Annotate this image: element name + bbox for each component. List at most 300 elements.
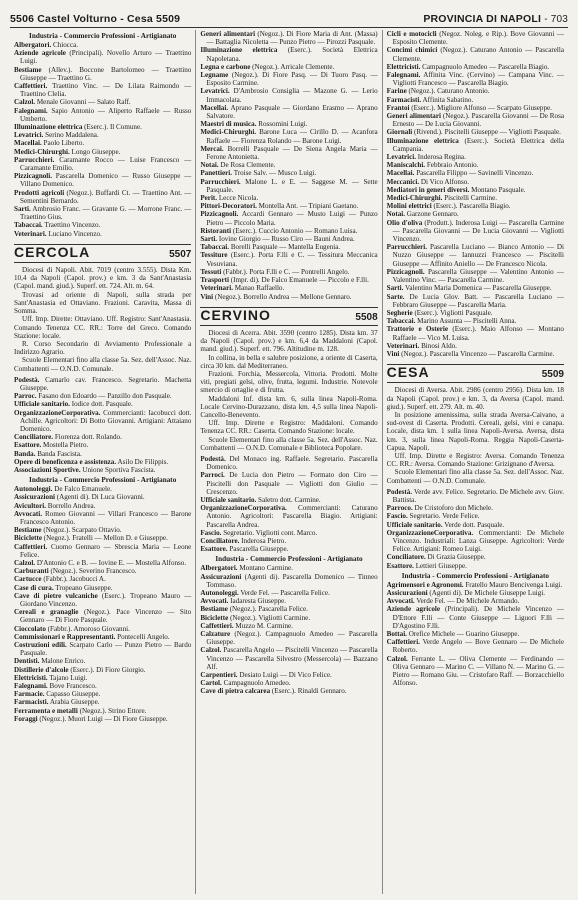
town-heading — [200, 307, 377, 326]
entry-names: (Negoz.). Pace Vincenzo — Sito Gennaro — Di Fiore Pasquale. — [20, 608, 192, 625]
directory-entry — [14, 221, 191, 229]
directory-entry — [200, 679, 377, 687]
directory-entry — [200, 293, 377, 301]
entry-category: Caffettieri. — [14, 82, 48, 91]
directory-entry — [200, 194, 377, 202]
entry-category: Assicurazioni — [200, 572, 242, 581]
directory-entry — [387, 581, 564, 589]
entry-names: (Negoz.). Di Fiore Pasq. — Di Tuoro Pasq. — Esposito Carmine. — [206, 71, 378, 88]
entry-names: Campagnuolo Amedeo — Pascarella Biagio. — [420, 62, 550, 71]
entry-names: Verde dott. Pasquale. — [442, 520, 505, 529]
entry-category: Ferramenta e metalli — [14, 706, 78, 715]
directory-entry — [200, 630, 377, 646]
entry-category: Esattore. — [14, 441, 42, 450]
directory-entry — [387, 488, 564, 504]
directory-entry — [200, 63, 377, 71]
directory-entry — [200, 169, 377, 177]
entry-names: (Eserc.). Società Elettrica della Campania. — [392, 136, 564, 153]
entry-category: Fascio. — [386, 512, 408, 521]
entry-names: Binosi Aldo. — [419, 341, 457, 350]
entry-category: Cartol. — [200, 679, 222, 688]
entry-names: Troise Salv. — Musco Luigi. — [232, 169, 317, 178]
directory-entry — [200, 30, 377, 46]
entry-category: Meccanici. — [386, 177, 420, 186]
entry-names: (Negoz.). Borrello Andrea — Mellone Gennaro. — [213, 292, 352, 301]
directory-entry — [14, 156, 191, 172]
entry-names: (Negoz.). Pascarella Giovanni — De Rosa Ernesto — De Lucia Giovanni. — [392, 112, 564, 129]
entry-category: Calzol. — [14, 558, 36, 567]
entry-category: Pizzicagnoli. — [386, 267, 425, 276]
entry-category: Carburanti — [14, 567, 49, 576]
directory-entry — [387, 96, 564, 104]
entry-category: Maniscalchi. — [386, 161, 426, 170]
entry-names: Garzone Gennaro. — [404, 210, 459, 219]
entry-names: (Eserc.). Porta F.lli e C. — Tessitura Meccanica Vesuviana. — [206, 251, 378, 268]
entry-category: Olio d'oliva — [386, 218, 423, 227]
entry-category: Caffettieri. — [386, 638, 420, 647]
entry-names: (Agenti di). De Michele Giuseppe Luigi. — [427, 589, 546, 597]
entry-category: Podestà. — [14, 375, 40, 384]
entry-category: Cereali e granaglie — [14, 608, 79, 617]
entry-names: Aprano Pasquale — Giordano Erasmo — Aprano Salvatore. — [206, 103, 378, 121]
entry-category: Assicurazioni — [386, 589, 428, 597]
entry-category: Vini — [386, 349, 400, 358]
entry-category: Falegnami. — [14, 682, 48, 691]
entry-names: Commercianti: De Michele Vincenzo. Industriali: Lanza Giuseppe. Agricoltori: Verde Felice. Artigiani: Romeo Luigi. — [392, 528, 564, 554]
entry-category: Notai. — [386, 210, 405, 219]
entry-category: Avvocati. — [386, 597, 415, 606]
entry-names: Febbraio Antonio. — [425, 161, 479, 170]
entry-category: Cave di pietre vulcaniche — [14, 591, 98, 600]
directory-entry — [387, 63, 564, 71]
entry-names: Pascarella Filippo — Savinelli Vincenzo. — [414, 169, 534, 178]
entry-names: (Allev.). Boccone Bartolomeo — Traettino Giuseppe — Traettino G. — [20, 65, 192, 82]
directory-entry — [200, 243, 377, 251]
directory-entry — [387, 169, 564, 177]
entry-category: OrganizzazioneCorporativa. — [14, 408, 101, 417]
entry-names: De Rosa Clemente. — [218, 161, 276, 170]
directory-entry — [387, 630, 564, 638]
entry-names: Traettino Vincenzo. — [42, 221, 101, 230]
entry-names: Montano Carmine. — [237, 564, 293, 573]
entry-category: Tabaccai. — [386, 317, 416, 326]
entry-category: Macellai. — [14, 139, 42, 148]
entry-category: Generi alimentari — [200, 30, 256, 38]
directory-entry — [387, 589, 564, 597]
entry-category: Autonoleggi. — [200, 589, 239, 597]
directory-entry — [387, 202, 564, 210]
directory-entry — [200, 71, 377, 87]
entry-category: Farmacisti. — [386, 95, 422, 104]
entry-names: De Lucia don Pietro — Formato don Ciro — Piscitelli don Pasquale — Vigliotti don Giulio — Crescenzo. — [206, 471, 378, 496]
entry-names: (Eserc.). Rinaldi Gennaro. — [270, 687, 347, 696]
directory-entry — [387, 504, 564, 512]
entry-names: Unione Sportiva Fascista. — [80, 465, 156, 474]
directory-entry — [200, 504, 377, 529]
entry-names: Cuomo Gennaro — Sbrescia Maria — Leone Felice. — [20, 542, 192, 559]
entry-names: Iadaresta Giuseppe. — [228, 597, 287, 606]
directory-entry — [14, 608, 191, 624]
entry-names: Barone Luca — Cirillo D. — Acanfora Raffaele — Fiorenza Rolando — Barone Luigi. — [206, 128, 378, 145]
directory-entry — [387, 342, 564, 350]
entry-category: Giornali — [386, 128, 413, 137]
entry-category: Tabaccai. — [14, 221, 43, 230]
entry-category: Fascio. — [200, 528, 222, 537]
entry-category: Pizzicagnoli. — [200, 210, 239, 219]
entry-names: Piscitelli Carmine. — [442, 194, 497, 203]
directory-entry — [387, 104, 564, 112]
directory-entry — [387, 553, 564, 561]
header-left: 5506 Castel Volturno - Cesa 5509 — [10, 13, 181, 25]
directory-entry — [14, 698, 191, 706]
entry-names: (Fabbr.). Jacobucci A. — [41, 575, 106, 584]
entry-names: Fasano don Edoardo — Panzillo don Pasquale. — [36, 392, 172, 401]
town-description: Scuole Elementari fino alla classe 5a. Sez. dell'Assoc. Naz. Combattenti — O.N.D. Comunale. — [14, 356, 192, 373]
entry-names: Marino Assunta — Piscitelli Anna. — [415, 317, 517, 326]
entry-names: Inderosa Regina. — [416, 153, 466, 162]
town-description: Trovasi ad oriente di Napoli, sulla strada per Sant'Anastasia ed Ottaviano. Frazioni. Caravita, Massa di Somma. — [14, 290, 192, 316]
directory-entry — [14, 510, 191, 526]
entry-category: Sarti. — [14, 205, 31, 214]
entry-names: Ferrante L. — Oliva Clemente — Ferdinando — Oliva Gennaro — Marino C. — Villano N. — Marino G. — Pietro — Romano Giu. — Cristofaro Raff. — Borzacchiello Alfonso. — [392, 654, 564, 688]
entry-category: Avvocati. — [200, 597, 229, 606]
entry-names: Longo Giuseppe. — [69, 147, 121, 156]
entry-category: Veterinari. — [14, 229, 47, 238]
entry-category: Mercai. — [200, 144, 224, 153]
directory-entry — [387, 194, 564, 202]
directory-entry — [14, 392, 191, 400]
entry-names: Tajano Luigi. — [47, 673, 88, 682]
entry-names: Iodice dott. Pasquale. — [69, 400, 133, 409]
directory-entry — [14, 123, 191, 131]
directory-entry — [200, 564, 377, 572]
entry-category: Conciliatore. — [200, 536, 240, 545]
entry-category: Trasporti — [200, 276, 229, 285]
entry-category: Falegnami. — [386, 71, 421, 80]
directory-entry — [14, 584, 191, 592]
entry-category: Podestà. — [386, 487, 413, 496]
entry-category: Aziende agricole — [14, 49, 66, 58]
entry-names: Inderosa Pietro. — [239, 536, 287, 545]
entry-category: Bestiame — [200, 605, 228, 614]
directory-entry — [14, 409, 191, 434]
directory-entry — [200, 268, 377, 276]
directory-entry — [387, 317, 564, 325]
directory-entry — [200, 597, 377, 605]
entry-category: Parroc. — [14, 392, 37, 401]
directory-entry — [14, 131, 191, 139]
entry-category: Albergatori. — [200, 564, 238, 573]
town-description: Scuole Elementari fino alla classe 5a. Sez. dell'Assoc. Naz. Combattenti — O.N.D. Comunale. — [386, 468, 564, 485]
directory-entry — [387, 521, 564, 529]
directory-entry — [14, 205, 191, 221]
entry-names: Pascarella Domenico — Russo Giuseppe — Villano Domenico. — [20, 172, 192, 189]
entry-names: Verde avv. Felice. Segretario. De Michele avv. Giov. Battista. — [392, 487, 564, 504]
entry-category: OrganizzazioneCorporativa. — [386, 528, 474, 537]
entry-category: Conciliatore. — [386, 553, 426, 562]
directory-entry — [14, 641, 191, 657]
entry-category: Agrimensori e Agronomi. — [386, 580, 464, 589]
directory-entry — [200, 178, 377, 194]
entry-names: (Agenti di). Di Luca Giovanni. — [55, 493, 145, 502]
entry-names: (Produtt.). Inderosa Luigi — Pascarella Carmine — Pascarella Giovanni — De Lucia Giovanni — Vigliotti Vincenzo. — [392, 218, 564, 244]
entry-names: Luciano Vincenzo. — [46, 229, 102, 238]
section-heading: Industria - Commercio Professioni - Artigianato — [29, 476, 177, 485]
entry-category: Cartucce — [14, 575, 42, 584]
entry-category: Notai. — [200, 161, 219, 170]
directory-entry — [387, 655, 564, 688]
entry-names: (Negoz.). Di Fiore Maria di Ant. (Massa) — Battaglia Nicoletta — Punzo Pietro — Pirozzi Pasquale. — [206, 30, 378, 47]
directory-entry — [387, 219, 564, 244]
entry-category: Generi alimentari — [386, 112, 441, 121]
entry-category: Panettieri. — [200, 169, 233, 178]
entry-category: Sarte. — [386, 292, 405, 301]
directory-entry — [14, 543, 191, 559]
entry-category: Levatrici. — [14, 131, 44, 140]
entry-category: Sarti. — [386, 284, 404, 293]
town-description: In collina, in bella e salubre posizione, a oriente di Caserta, circa 30 km. dal Mediterraneo. — [200, 353, 378, 370]
directory-entry — [14, 526, 191, 534]
entry-names: (Eserc.). Di Fiore Giorgio. — [68, 665, 146, 674]
entry-names: Pascarella Luciano — Bianco Antonio — Di Nuzzo Giuseppe — Iannuzzi Francesco — Piscitelli Giuseppe — Affinito Aniello — De Francesco Nicola. — [392, 243, 564, 268]
entry-category: Perit. — [200, 194, 218, 203]
directory-entry — [200, 145, 377, 161]
entry-names: (Impr. di). De Falco Emanuele — Piccolo e F.lli. — [228, 276, 369, 285]
directory-entry — [200, 284, 377, 292]
entry-names: De Falco Emanuele. — [52, 485, 112, 494]
directory-entry — [200, 104, 377, 120]
entry-category: Calzol. — [14, 98, 36, 107]
directory-entry — [387, 153, 564, 161]
entry-names: Del Monaco ing. Raffaele. Segretario. Pascarella Domenico. — [206, 454, 378, 472]
columns — [10, 30, 568, 894]
entry-names: Pascarella Giuseppe — Valentino Antonio — Valentino Vinc. — Pascarella Carmine. — [392, 267, 564, 285]
entry-category: Legname — [200, 71, 229, 80]
town-description: Scuole Elementari fino alla classe 5a. Sez. dell'Assoc. Naz. Combattenti — O.N.D. Comunale e Biblioteca Popolare. — [200, 435, 378, 452]
town-description: Diocesi di Acerra. Abit. 3590 (centro 1285). Dista km. 37 da Napoli (Capol. prov.) e km. 6,4 da Maddaloni (Capol. mand. giud.). Superf. ett. 796. Altitudine m. 128. — [200, 328, 378, 354]
entry-category: Calzol. — [386, 654, 408, 663]
entry-names: (Rivend.). Piscitelli Giuseppe — Vigliotti Pasquale. — [412, 128, 561, 137]
entry-names: D'Ambrosio Consiglia — Mazone G. — Lerio Immacolata. — [206, 87, 378, 104]
directory-entry — [14, 82, 191, 98]
town-heading — [387, 364, 564, 383]
directory-entry — [14, 400, 191, 408]
directory-entry — [14, 534, 191, 542]
entry-category: Avvocati. — [14, 509, 43, 518]
entry-names: Muzzo M. Carmine. — [233, 621, 293, 630]
directory-entry — [14, 49, 191, 65]
directory-entry — [200, 46, 377, 62]
entry-category: Parrucchieri. — [14, 155, 55, 164]
directory-entry — [14, 139, 191, 147]
entry-names: (Agenti di). Pascarella Domenico — Tinneo Tommaso. — [206, 572, 378, 589]
directory-entry — [200, 545, 377, 553]
directory-entry — [14, 493, 191, 501]
directory-entry — [14, 666, 191, 674]
entry-names: Mostella Pietro. — [41, 441, 89, 450]
entry-category: Banda. — [14, 449, 36, 458]
entry-names: Commercianti: Caturano Antonio. Agricoltori: Pascarella Biagio. Artigiani: Pascarella Andrea. — [206, 504, 378, 529]
entry-names: Fiorenza dott. Rolando. — [53, 433, 122, 442]
entry-category: Associazioni Sportive. — [14, 465, 81, 474]
entry-category: Elettricisti. — [14, 673, 48, 682]
directory-entry — [200, 622, 377, 630]
entry-category: Illuminazione elettrica — [386, 136, 459, 145]
entry-category: Tessuti — [200, 267, 222, 276]
entry-names: Borrelli Pasquale — De Siena Angela Maria — Ferone Antonietta. — [206, 144, 378, 162]
entry-names: (Negoz.). Buffardi Ct. — Traettino Ant. — Sementini Bernardo. — [20, 188, 192, 205]
directory-entry — [387, 71, 564, 87]
entry-category: Segherie — [386, 308, 413, 317]
directory-entry — [387, 243, 564, 268]
directory-entry — [14, 707, 191, 715]
entry-names: Tropeano Giuseppe. — [53, 583, 113, 592]
entry-category: Foraggi — [14, 714, 38, 723]
directory-entry — [14, 690, 191, 698]
directory-entry — [387, 268, 564, 284]
entry-category: Farmacie. — [14, 690, 45, 699]
entry-category: Tessiture — [200, 251, 228, 260]
entry-names: (Negoz.). Pascarella Vincenzo — Pascarella Carmine. — [399, 349, 555, 358]
entry-names: Campagnuolo Amedeo. — [221, 679, 291, 688]
directory-entry — [387, 178, 564, 186]
town-description: Uff. Imp. Dirette: Ottaviano. Uff. Registro: Sant'Anastasia. Comando Tenenza CC. RR.: Torre del Greco. Comando Stazione: locale. — [14, 315, 192, 340]
entry-names: Ambrosio Franc. — Gravante G. — Morrone Franc. — Traettino Gius. — [20, 205, 192, 222]
entry-category: Autonoleggi. — [14, 485, 53, 494]
entry-category: Illuminazione elettrica — [14, 123, 83, 132]
directory-entry — [14, 98, 191, 106]
entry-names: (Eserc.). Vigliotti Pasquale. — [412, 308, 493, 317]
entry-names: (Principali). Novello Arturo — Traettino Luigi. — [20, 49, 192, 66]
entry-category: Biciclette — [14, 534, 42, 543]
entry-names: De Lucia Glov. Batt. — Pascarella Luciano — Febbraro Giuseppe — Pascarella Maria. — [392, 292, 564, 309]
column-2 — [195, 30, 381, 894]
directory-entry — [14, 485, 191, 493]
entry-names: Montella Ant. — Tripiani Gaetano. — [256, 202, 359, 211]
entry-names: Verde Fel. — De Michele Armando. — [414, 597, 520, 606]
entry-category: Caffettieri. — [200, 621, 234, 630]
entry-category: Parrucchieri. — [386, 243, 428, 252]
directory-entry — [14, 41, 191, 49]
town-description: Maddaloni Inf. dista km. 6, sulla linea Napoli-Roma. Locale Cervino-Durazzano, dista km. 4,5 sulla linea Napoli-Cancello-Benevento. — [200, 394, 378, 419]
entry-category: Case di cura. — [14, 583, 54, 592]
directory-entry — [387, 293, 564, 309]
entry-names: Paolo Liberto. — [41, 139, 85, 148]
entry-names: Affinita Vinc. (Cervino) — Campana Vinc. — Vigliotti Francesco — Pascarella Biagio. — [392, 71, 564, 88]
entry-category: Calzol. — [200, 646, 222, 655]
directory-entry — [14, 376, 191, 392]
entry-category: Ristoranti — [200, 226, 232, 235]
directory-entry — [200, 210, 377, 226]
directory-entry — [200, 276, 377, 284]
entry-names: Banda Fascista. — [35, 449, 82, 458]
entry-names: (Eserc.). Pascarella Biagio. — [431, 202, 511, 211]
town-description: Uff. Imp. Dirette e Registro: Maddaloni. Comando Tenenza CC. RR.: Caserta. Comando Stazione: locale. — [200, 419, 378, 436]
entry-category: Medici-Chirurghi. — [14, 147, 70, 156]
directory-entry — [387, 638, 564, 654]
entry-category: Aziende agricole — [386, 605, 441, 614]
entry-category: Parroco. — [386, 504, 413, 513]
entry-category: Veterinari. — [200, 284, 233, 293]
directory-entry — [14, 433, 191, 441]
entry-category: Mediatori in generi diversi. — [386, 185, 470, 194]
directory-entry — [387, 161, 564, 169]
entry-category: Cioccolato — [14, 624, 46, 633]
entry-names: (Negoz.). Strino Ettore. — [77, 706, 147, 715]
directory-entry — [387, 210, 564, 218]
entry-names: (Eserc.). Tropeano Mauro — Giordano Vincenzo. — [20, 591, 192, 608]
directory-entry — [200, 235, 377, 243]
entry-category: Cicli e motocicli — [386, 30, 437, 38]
entry-names: Verde Angelo — Bove Gennaro — De Michele Roberto. — [392, 638, 564, 655]
entry-category: Dentisti. — [14, 657, 40, 666]
entry-names: Borrello Andrea. — [45, 501, 96, 510]
entry-names: Manao Raffaello. — [232, 284, 285, 293]
section-heading: Industria - Commercio Professioni - Artigianato — [29, 32, 177, 40]
entry-names: (Negoz.). Vigliotti Carmine. — [228, 613, 311, 622]
entry-names: (Negoz.). Arricale Clemente. — [250, 62, 335, 71]
entry-category: OrganizzazioneCorporativa. — [200, 504, 287, 513]
entry-names: Scarpato Carlo — Punzo Pietro — Bardo Pasquale. — [20, 641, 192, 658]
entry-names: Iovine Giorgio — Russo Ciro — Bauni Andrea. — [217, 235, 355, 244]
entry-category: Parrucchieri. — [200, 177, 241, 186]
directory-entry — [200, 161, 377, 169]
entry-category: Avicultori. — [14, 501, 46, 510]
directory-entry — [14, 450, 191, 458]
town-name: CERVINO — [200, 306, 271, 323]
directory-entry — [200, 202, 377, 210]
entry-category: Concimi chimici — [386, 46, 438, 55]
directory-entry — [387, 309, 564, 317]
town-description: R. Corso Secondario di Avviamento Professionale a Indirizzo Agrario. — [14, 339, 192, 357]
directory-entry — [200, 589, 377, 597]
directory-entry — [14, 172, 191, 188]
town-description: In posizione amenissima, sulla strada Aversa-Caivano, a sud-ovest di Caserta. Prodotti. Cereali, gelsi, vini e canapa. Locale, dista km. 1 sulla linea Napoli-Aversa. Aversa, dista km. 3, sulla linea Napoli-Roma. Reggia Napoli-Caserta-Capua. Napoli. — [386, 410, 564, 452]
entry-category: Falegnami. — [14, 106, 48, 115]
entry-category: Esattore. — [386, 561, 414, 570]
directory-entry — [14, 230, 191, 238]
entry-names: Sapio Antonio — Aliperto Raffaele — Russo Umberto. — [20, 106, 192, 123]
directory-entry — [200, 614, 377, 622]
entry-names: (Principali). De Michele Vincenzo — D'Ettore F.lli — Conte Giuseppe — Liguori F.lli — D'Agostino F.lli. — [392, 605, 564, 630]
directory-entry — [200, 128, 377, 144]
entry-category: Commissionari e Rappresentanti. — [14, 632, 116, 641]
directory-entry — [14, 625, 191, 633]
town-description: Diocesi di Napoli. Abit. 7019 (centro 3.555). Dista Km. 10,4 da Napoli (Capol. prov.) e km. 3 da Sant'Anastasia (Capol. mand. giud.). Superf. ett. 724. Alt. m. 64. — [14, 266, 192, 291]
entry-category: Parroci. — [200, 471, 225, 480]
entry-category: Ufficiale sanitario. — [386, 520, 443, 529]
directory-entry — [14, 458, 191, 466]
entry-names: (Eserc.). Società Elettrica Napoletana. — [206, 46, 378, 63]
town-description: Uff. Imp. Dirette e Registro: Aversa. Comando Tenenza CC. RR.: Aversa. Comando Stazione: Grizignano d'Aversa. — [386, 451, 564, 469]
entry-names: Accardi Gennaro — Musto Luigi — Punzo Pietro — Piccolo Maria. — [206, 210, 378, 227]
entry-names: Menale Giovanni — Salato Raff. — [35, 98, 131, 107]
directory-entry — [200, 687, 377, 695]
directory-entry — [200, 227, 377, 235]
entry-category: Assicurazioni — [14, 493, 55, 502]
section-heading: Industria - Commercio Professioni - Artigianato — [401, 571, 549, 580]
entry-names: Rossomini Luigi. — [256, 120, 308, 129]
entry-names: Montano Pasquale. — [469, 185, 526, 194]
directory-entry — [387, 87, 564, 95]
directory-entry — [387, 30, 564, 46]
town-heading — [14, 244, 191, 263]
directory-entry — [200, 471, 377, 496]
directory-entry — [14, 592, 191, 608]
entry-category: Levatrici. — [200, 87, 230, 96]
entry-category: Trattorie e Osterie — [386, 325, 449, 334]
entry-category: Calzature — [200, 630, 231, 639]
